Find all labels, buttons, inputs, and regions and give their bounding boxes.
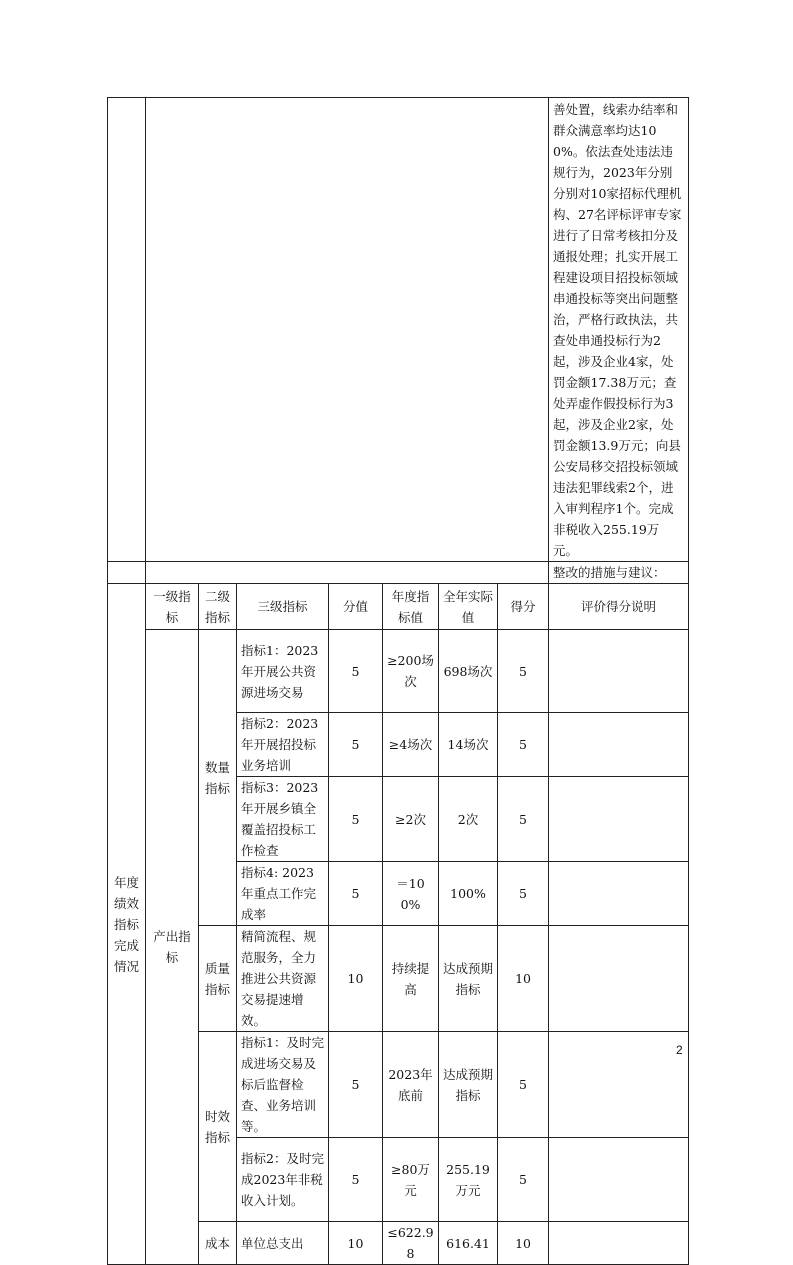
group-timeliness: 时效指标: [199, 1032, 237, 1222]
blank-cell: [108, 98, 146, 562]
header-level1: 一级指标: [146, 584, 199, 630]
indicator-name: 指标1：2023年开展公共资源进场交易: [237, 630, 329, 713]
indicator-got: 5: [498, 713, 549, 777]
blank-cell: [108, 562, 146, 584]
indicator-name: 单位总支出: [237, 1222, 329, 1265]
indicator-target: 持续提高: [383, 926, 439, 1032]
indicator-score: 5: [329, 1032, 383, 1138]
header-row: [108, 584, 689, 630]
indicator-note: [549, 1138, 689, 1222]
indicator-name: 指标4: 2023年重点工作完成率: [237, 862, 329, 926]
indicator-score: 5: [329, 630, 383, 713]
level1-output: 产出指标: [146, 630, 199, 1265]
blank-cell: [146, 562, 549, 584]
indicator-got: 5: [498, 1032, 549, 1138]
indicator-name: 指标2：2023年开展招投标业务培训: [237, 713, 329, 777]
narrative-text: 善处置，线索办结率和群众满意率均达100%。依法查处违法违规行为，2023年分别分别对10家招标代理机构、27名评标评审专家进行了日常考核扣分及通报处理；扎实开展工程建设项目招投标领域串通投标等突出问题整治，严格行政执法，共查处串通投标行为2起，涉及企业4家，处罚金额17.38万元；查处弄虚作假投标行为3起，涉及企业2家，处罚金额13.9万元；向县公安局移交招投标领域违法犯罪线索2个，进入审判程序1个。完成非税收入255.19万元。: [549, 98, 689, 562]
indicator-note: [549, 630, 689, 713]
indicator-target: ＝100%: [383, 862, 439, 926]
indicator-target: ≥4场次: [383, 713, 439, 777]
indicator-note: [549, 713, 689, 777]
indicator-name: 精简流程、规范服务，全力推进公共资源交易提速增效。: [237, 926, 329, 1032]
indicator-got: 5: [498, 630, 549, 713]
indicator-note: [549, 926, 689, 1032]
indicator-got: 5: [498, 777, 549, 862]
indicator-actual: 616.41: [439, 1222, 498, 1265]
indicator-note: [549, 777, 689, 862]
measures-row: [108, 562, 689, 584]
indicator-got: 10: [498, 926, 549, 1032]
header-level2: 二级指标: [199, 584, 237, 630]
group-quality: 质量指标: [199, 926, 237, 1032]
indicator-score: 5: [329, 713, 383, 777]
indicator-actual: 255.19万元: [439, 1138, 498, 1222]
header-note: 评价得分说明: [549, 584, 689, 630]
indicator-got: 5: [498, 862, 549, 926]
indicator-target: ≥2次: [383, 777, 439, 862]
group-cost: 成本: [199, 1222, 237, 1265]
indicator-target: ≥80万元: [383, 1138, 439, 1222]
table-row: [108, 630, 689, 713]
indicator-actual: 达成预期指标: [439, 1032, 498, 1138]
indicator-actual: 14场次: [439, 713, 498, 777]
header-actual: 全年实际值: [439, 584, 498, 630]
indicator-got: 5: [498, 1138, 549, 1222]
section-label: 年度绩效指标完成情况: [108, 584, 146, 1265]
page-number: 2: [676, 1043, 683, 1057]
indicator-score: 10: [329, 926, 383, 1032]
indicator-actual: 100%: [439, 862, 498, 926]
measures-label: 整改的措施与建议：: [549, 562, 689, 584]
header-score: 分值: [329, 584, 383, 630]
indicator-note: [549, 862, 689, 926]
indicator-got: 10: [498, 1222, 549, 1265]
performance-table: [107, 97, 689, 1265]
header-target: 年度指标值: [383, 584, 439, 630]
indicator-score: 5: [329, 777, 383, 862]
indicator-target: 2023年底前: [383, 1032, 439, 1138]
indicator-name: 指标2：及时完成2023年非税收入计划。: [237, 1138, 329, 1222]
indicator-score: 10: [329, 1222, 383, 1265]
group-quantity: 数量指标: [199, 630, 237, 926]
header-level3: 三级指标: [237, 584, 329, 630]
indicator-target: ≥200场次: [383, 630, 439, 713]
indicator-note: [549, 1222, 689, 1265]
indicator-score: 5: [329, 862, 383, 926]
blank-cell: [146, 98, 549, 562]
header-got: 得分: [498, 584, 549, 630]
indicator-score: 5: [329, 1138, 383, 1222]
indicator-target: ≤622.98: [383, 1222, 439, 1265]
narrative-row: [108, 98, 689, 562]
indicator-actual: 698场次: [439, 630, 498, 713]
indicator-actual: 2次: [439, 777, 498, 862]
indicator-name: 指标3：2023年开展乡镇全覆盖招投标工作检查: [237, 777, 329, 862]
indicator-actual: 达成预期指标: [439, 926, 498, 1032]
indicator-name: 指标1：及时完成进场交易及标后监督检查、业务培训等。: [237, 1032, 329, 1138]
